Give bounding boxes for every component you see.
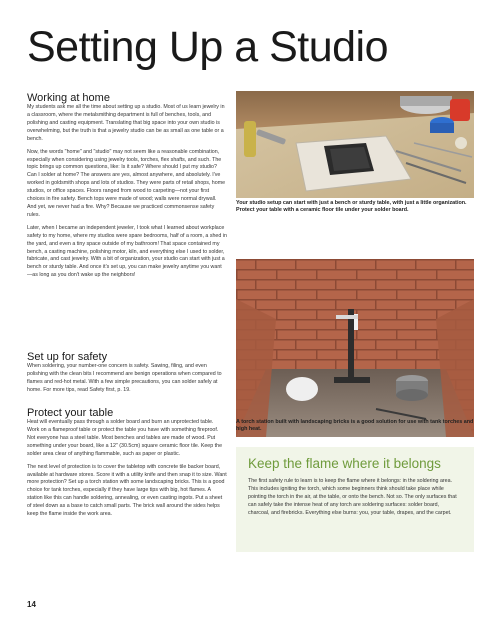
sidebar-title: Keep the flame where it belongs (248, 456, 441, 471)
workbench-photo (236, 91, 474, 198)
page-number: 14 (27, 600, 36, 609)
body-paragraph: Now, the words "home" and "studio" may not seem like a reasonable combination, especially when considering using jewelry tools, torches, flex shafts, and such. The topic brings up common questions, like: Is it safe? Where should I put my studio? Can I solder at home? The answers are yes, almost anywhere, and absolutely. I've worked in goldsmith shops and lots of studios. They were parts of retail shops, home studios, or office spaces. Floors ranged from wood to carpeting—not your first choices in fire safety. Bench tops were made of wood; walls were normal drywall. And yet, we never had a fire. Why? Because we practiced commonsense safety rules. (27, 148, 226, 218)
photo-caption: Your studio setup can start with just a bench or sturdy table, with just a little organization. Protect your table with a ceramic floor tile under your solder board. (236, 200, 467, 214)
body-paragraph: My students ask me all the time about setting up a studio. Most of us learn jewelry in a classroom, where the metalsmithing department is full of benches, tools, and polishing and casting equipment. Translating that big space into your own studio is overwhelming, but the truth is that a jewelry studio can be as small as one table or a bench. (27, 104, 225, 142)
safety-sidebar (236, 447, 474, 552)
section-protect-your-table (27, 407, 227, 519)
sidebar-text: The first safety rule to learn is to keep the flame where it belongs: in the soldering area. This includes igniting the torch, which some beginners think should take place while pointing the torch in the air, at the table, or onto the bench. Not so. The only surfaces that can safely take the intense heat of any torch are soldering surfaces: solder board, charcoal, and firebricks. Everything else burns: you, your table, drapes, and the carpet. (248, 478, 457, 516)
body-paragraph: Heat will eventually pass through a solder board and burn an unprotected table. Work on a flameproof table or protect the table you have with something fireproof. Not everyone has a steel table. Most benches and tables are made of wood. Put something under your board, like a 12" (30.5cm) square ceramic floor tile. Keep the solder area clear of anything flammable, such as paper or plastic. (27, 419, 223, 457)
page-title: Setting Up a Studio (27, 23, 389, 71)
section-working-at-home (27, 92, 227, 280)
section-set-up-for-safety (27, 351, 227, 395)
body-paragraph: Later, when I became an independent jeweler, I took what I learned about workplace safety to my home, where my studios were spare bedrooms, half of a room, a shed in the yard, and even a tiny space outside of my bathroom! That space contained my bench, a casting machine, polishing motor, kiln, and everything else I used to solder, fabricate, and cast jewelry. With a bit of organization, your studio can start with just a bench or sturdy table. And once it's set up, you can make jewelry anytime you want—as long as you don't wake up the neighbors! (27, 224, 227, 279)
torch-station-photo (236, 259, 474, 437)
section-heading: Set up for safety (27, 351, 108, 363)
body-paragraph: When soldering, your number-one concern is safety. Sawing, filing, and even polishing with the clean bits I recommend are benign operations when compared to flames and red-hot metal. With a few simple precautions, you can solder safely at home. For more tips, read Safety first, p. 19. (27, 363, 222, 393)
photo-caption: A torch station built with landscaping bricks is a good solution for use with tank torches and high heat. (236, 419, 474, 433)
body-paragraph: The next level of protection is to cover the tabletop with concrete tile backer board, available at hardware stores. Score it with a utility knife and then snap it to size. Want more protection? Set up a torch station with some landscaping bricks. This is a good choice for tank torches, especially if they have large tips with big, hot flames. A station like this can handle soldering, annealing, or even casting ingots. Put a sheet of steel down as a base to catch small parts. The brick wall around the sides helps keep the flame inside the work area. (27, 463, 227, 518)
section-heading: Protect your table (27, 407, 114, 419)
section-heading: Working at home (27, 92, 110, 104)
